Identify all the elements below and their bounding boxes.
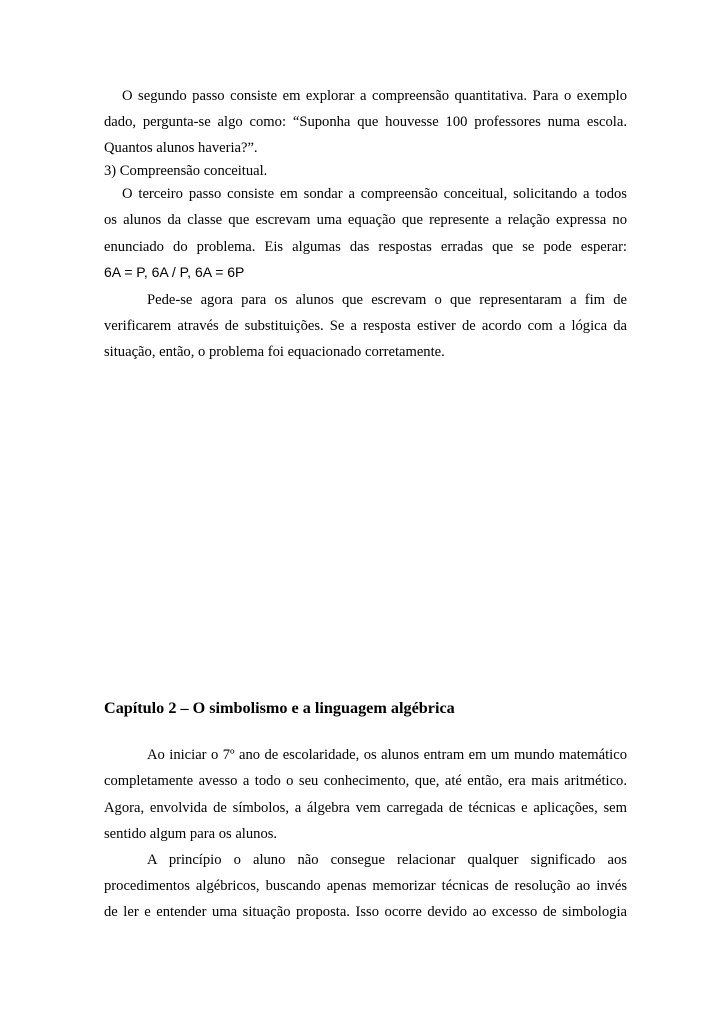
paragraph-line: Ao iniciar o 7º ano de escolaridade, os alunos entram em um mundo matemático — [147, 747, 627, 763]
paragraph-line: sentido algum para os alunos. — [104, 826, 278, 842]
paragraph-line: dado, pergunta-se algo como: “Suponha que houvesse 100 professores numa escola. — [104, 114, 627, 130]
paragraph-line: O segundo passo consiste em explorar a compreensão quantitativa. Para o exemplo — [122, 88, 627, 104]
paragraph-line: situação, então, o problema foi equacionado corretamente. — [104, 344, 445, 360]
paragraph-line: enunciado do problema. Eis algumas das respostas erradas que se pode esperar: — [104, 239, 627, 255]
paragraph-line: O terceiro passo consiste em sondar a compreensão conceitual, solicitando a todos — [122, 186, 627, 202]
paragraph-line: de ler e entender uma situação proposta. Isso ocorre devido ao excesso de simbologia — [104, 904, 627, 920]
paragraph-line: Quantos alunos haveria?”. — [104, 140, 258, 156]
paragraph-line: verificarem através de substituições. Se a resposta estiver de acordo com a lógica da — [104, 318, 627, 334]
paragraph-line: procedimentos algébricos, buscando apenas memorizar técnicas de resolução ao invés — [104, 878, 627, 894]
equation-line: 6A = P, 6A / P, 6A = 6P — [104, 264, 245, 280]
paragraph-line: A princípio o aluno não consegue relacionar qualquer significado aos — [147, 852, 627, 868]
paragraph-line: os alunos da classe que escrevam uma equação que represente a relação expressa no — [104, 212, 627, 228]
paragraph-line: completamente avesso a todo o seu conhecimento, que, até então, era mais aritmético. — [104, 773, 627, 789]
paragraph-line: Pede-se agora para os alunos que escrevam o que representaram a fim de — [147, 292, 627, 308]
chapter-heading: Capítulo 2 – O simbolismo e a linguagem algébrica — [104, 699, 455, 717]
paragraph-line: 3) Compreensão conceitual. — [104, 163, 268, 179]
paragraph-line: Agora, envolvida de símbolos, a álgebra vem carregada de técnicas e aplicações, sem — [104, 800, 627, 816]
